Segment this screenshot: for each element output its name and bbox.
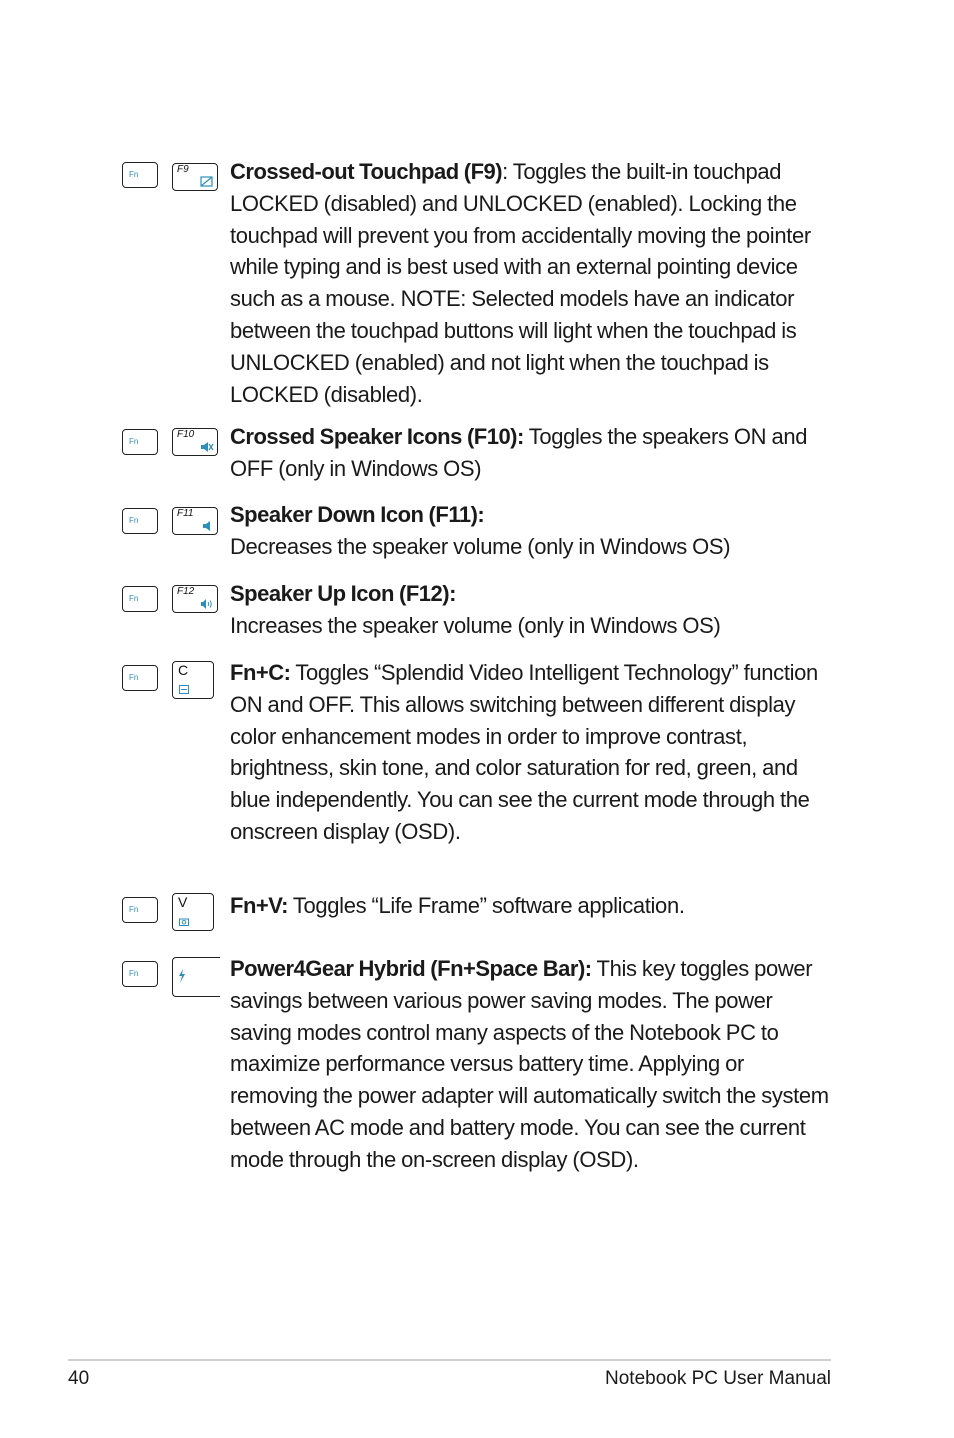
fn-key-label: Fn [129, 673, 139, 682]
manual-title: Notebook PC User Manual [605, 1368, 831, 1389]
f9-key-label: F9 [177, 164, 189, 175]
fn-key [122, 508, 158, 534]
f12-key [172, 585, 218, 613]
entry-title: Crossed-out Touchpad (F9) [230, 159, 503, 184]
entry-text [230, 657, 830, 848]
f12-key-label: F12 [177, 586, 195, 597]
entry-text [230, 890, 830, 922]
f10-key-label: F10 [177, 429, 195, 440]
f11-key [172, 507, 218, 535]
entry-body: Toggles “Life Frame” software application. [288, 893, 685, 918]
f9-key [172, 163, 218, 191]
v-key-label: V [178, 894, 188, 910]
entry-title: Crossed Speaker Icons (F10): [230, 424, 524, 449]
entry-body: Toggles “Splendid Video Intelligent Technology” function ON and OFF. This allows switching between different display color enhancement modes in order to improve contrast, brightness, skin tone, and color saturation for red, green, and blue independently. You can see the current mode through the onscreen display (OSD). [230, 660, 818, 844]
entry-body: Toggles the speakers ON and OFF (only in Windows OS) [230, 424, 808, 481]
camera-icon [179, 917, 189, 926]
entry-text [230, 421, 830, 485]
fn-key-label: Fn [129, 905, 139, 914]
speaker-up-icon [200, 598, 214, 610]
fn-key [122, 586, 158, 612]
entry-text [230, 578, 830, 642]
fn-key-label: Fn [129, 437, 139, 446]
touchpad-crossed-icon [200, 176, 214, 188]
entry-text [230, 953, 830, 1176]
fn-key [122, 897, 158, 923]
fn-key-label: Fn [129, 969, 139, 978]
power4gear-icon [176, 968, 188, 984]
entry-title: Speaker Up Icon (F12): [230, 581, 456, 606]
speaker-down-icon [200, 520, 214, 532]
entry-text [230, 156, 830, 410]
fn-key-label: Fn [129, 516, 139, 525]
space-bar-key [172, 957, 220, 997]
f10-key [172, 428, 218, 456]
page-number: 40 [68, 1368, 90, 1389]
fn-key-label: Fn [129, 170, 139, 179]
entry-body: This key toggles power savings between various power saving modes. The power saving modes control many aspects of the Notebook PC to maximize performance versus battery time. Applying or removing the power adapter will automatically switch the system between AC mode and battery mode. You can see the current mode through the on-screen display (OSD). [230, 956, 829, 1172]
fn-key-label: Fn [129, 594, 139, 603]
speaker-crossed-icon [200, 441, 214, 453]
entry-title: Speaker Down Icon (F11): [230, 502, 485, 527]
entry-body: : Toggles the built-in touchpad LOCKED (disabled) and UNLOCKED (enabled). Locking the touchpad will prevent you from accidentally moving the pointer while typing and is best used with an external pointing device such as a mouse. NOTE: Selected models have an indicator between the touchpad buttons will light when the touchpad is UNLOCKED (enabled) and not light when the touchpad is LOCKED (disabled). [230, 159, 811, 407]
f11-key-label: F11 [177, 508, 194, 519]
footer-rule [68, 1359, 831, 1361]
entry-text [230, 499, 830, 563]
fn-key [122, 961, 158, 987]
splendid-icon [179, 685, 189, 694]
entry-title: Fn+V: [230, 893, 289, 918]
entry-title: Power4Gear Hybrid (Fn+Space Bar): [230, 956, 592, 981]
v-key [172, 893, 214, 931]
fn-key [122, 162, 158, 188]
c-key-label: C [178, 662, 189, 678]
fn-key [122, 429, 158, 455]
fn-key [122, 665, 158, 691]
c-key [172, 661, 214, 699]
entry-body: Decreases the speaker volume (only in Windows OS) [230, 533, 731, 559]
entry-title: Fn+C: [230, 660, 291, 685]
entry-body: Increases the speaker volume (only in Windows OS) [230, 612, 721, 638]
